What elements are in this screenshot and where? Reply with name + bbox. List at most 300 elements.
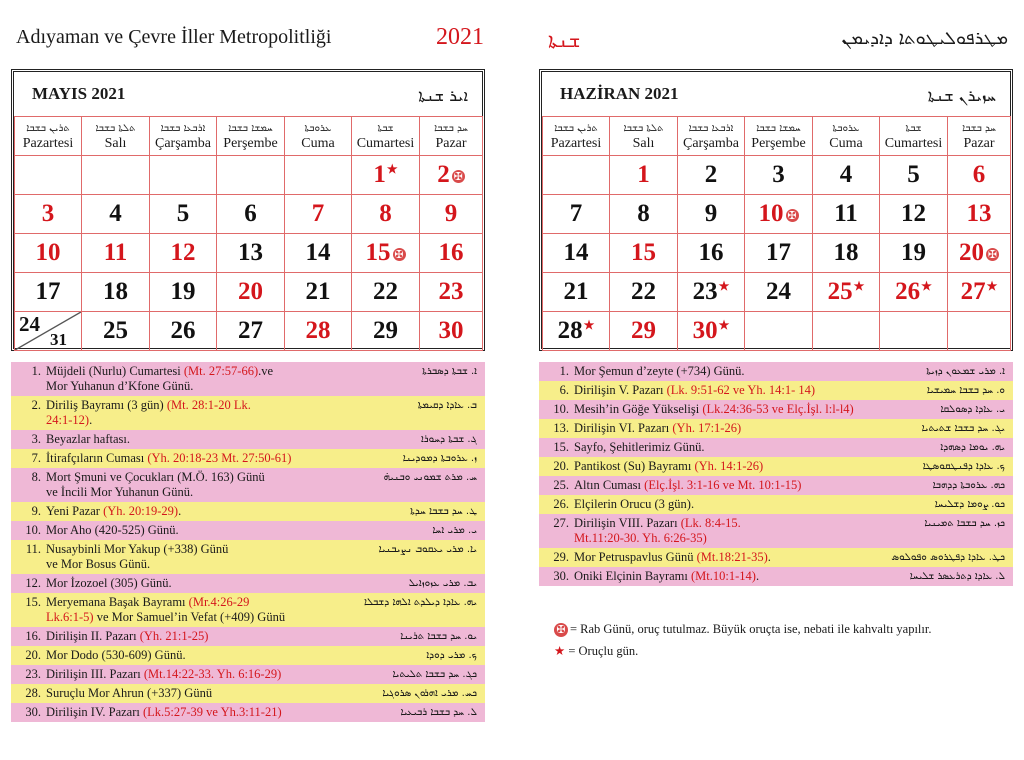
weekday-header (217, 117, 285, 156)
day-cell (678, 312, 745, 351)
weekday-header (82, 117, 150, 156)
day-number: 13 (238, 239, 263, 266)
weekday-syriac: ܬܪܝܢ ܒܫܒܐ (26, 122, 70, 134)
day-number: 25 (827, 278, 853, 305)
weekday-header (15, 117, 82, 156)
legend-star (554, 643, 638, 659)
day-cell (285, 234, 352, 273)
day-cell (813, 234, 880, 273)
day-cell (813, 195, 880, 234)
event-text-segment: Mor Şemun d’zeyte (+734) Günü. (574, 364, 745, 378)
event-day-number: 10. (25, 523, 41, 537)
event-text (46, 451, 291, 466)
day-cell (420, 156, 483, 195)
weekday-header (352, 117, 420, 156)
page-year: 2021 (436, 24, 484, 50)
week-row (543, 156, 1011, 195)
day-number: 20 (238, 278, 263, 305)
june-calendar (539, 69, 1013, 351)
scripture-reference: (Lk. 9:51-62 ve Yh. 14:1- 14) (666, 383, 816, 397)
day-cell (813, 156, 880, 195)
weekday-name: Cumartesi (356, 135, 415, 151)
weekday-name: Pazar (963, 135, 995, 151)
event-day-number: 3. (31, 432, 41, 446)
june-calendar-header (542, 72, 1010, 117)
event-text (574, 421, 741, 436)
event-day-number: 10. (553, 402, 569, 416)
event-text-segment: Mor Dodo (530-609) Günü. (46, 648, 186, 662)
event-row (11, 521, 485, 540)
weekday-name: Perşembe (751, 135, 806, 151)
day-number: 23 (438, 278, 464, 305)
event-text-segment: Yeni Pazar (46, 504, 104, 518)
event-day-number: 9. (31, 504, 41, 518)
event-day-number: 26. (553, 497, 569, 511)
weekday-syriac: ܫܒܬܐ (377, 122, 394, 134)
day-number: 1 (637, 161, 650, 188)
event-text-segment: ve Mor Samuel’in Vefat (+409) Günü (93, 610, 286, 624)
weekday-name: Perşembe (223, 135, 278, 151)
event-row (11, 540, 485, 574)
weekday-name: Çarşamba (683, 135, 739, 151)
day-cell (352, 273, 420, 312)
june-syriac-title: ܚܙܝܪܢ ܫܢܬܐ (927, 86, 996, 105)
day-cell (217, 273, 285, 312)
day-number: 29 (631, 317, 656, 344)
scripture-reference: (Lk.5:27-39 ve Yh.3:11-21) (142, 705, 282, 719)
event-row (539, 457, 1013, 476)
june-month-title: HAZİRAN 2021 (560, 84, 679, 103)
day-cell (745, 195, 813, 234)
event-text (46, 432, 130, 447)
scripture-reference: Mt.11:20-30. Yh. 6:26-35) (574, 531, 707, 545)
day-number: 13 (966, 200, 992, 227)
day-cell (285, 156, 352, 195)
event-row (539, 419, 1013, 438)
event-day-number: 28. (25, 686, 41, 700)
event-day-number: 12. (25, 576, 41, 590)
rab-day-cross-icon: ✠ (394, 247, 404, 261)
day-number: 6 (244, 200, 257, 227)
event-row (11, 502, 485, 521)
day-number: 21 (305, 278, 331, 305)
day-cell (880, 156, 948, 195)
event-text (46, 398, 251, 428)
day-number: 16 (438, 239, 464, 266)
scripture-reference: (Yh. 14:1-26) (694, 459, 764, 473)
event-text-segment: Sayfo, Şehitlerimiz Günü. (574, 440, 705, 454)
day-number: 4 (109, 200, 122, 227)
day-number: 15 (365, 239, 391, 266)
event-row (539, 476, 1013, 495)
event-day-number: 20. (25, 648, 41, 662)
day-number: 14 (563, 239, 589, 266)
day-cell (948, 273, 1011, 312)
may-month-title: MAYIS 2021 (32, 84, 126, 103)
scripture-reference: (Lk. 8:4-15. (680, 516, 741, 530)
day-number: 5 (176, 200, 190, 227)
event-text-segment: Dirilişin V. Pazarı (574, 383, 667, 397)
event-text (46, 364, 273, 394)
day-number: 9 (704, 200, 718, 227)
event-day-number: 15. (25, 595, 41, 609)
weekday-header (150, 117, 217, 156)
event-day-number: 1. (559, 364, 569, 378)
weekday-syriac: ܐܪܒܥܐ ܒܫܒܐ (688, 122, 734, 134)
day-cell (948, 312, 1011, 351)
weekday-syriac: ܚܡܫܐ ܒܫܒܐ (228, 122, 273, 134)
weekday-name: Pazar (435, 135, 467, 151)
day-cell (543, 234, 610, 273)
day-number: 25 (103, 317, 128, 344)
event-row (11, 593, 485, 627)
day-cell (217, 156, 285, 195)
event-text (46, 470, 265, 500)
day-cell (880, 312, 948, 351)
day-cell (82, 273, 150, 312)
event-text-segment: Mor İzozoel (305) Günü. (46, 576, 172, 590)
fasting-star-icon: ★ (853, 278, 865, 293)
event-text-segment: Mesih’in Göğe Yükselişi (574, 402, 703, 416)
weekday-syriac: ܬܠܬܐ ܒܫܒܐ (95, 122, 136, 134)
scripture-reference: (Yh. 21:1-25) (139, 629, 209, 643)
event-row (11, 574, 485, 593)
day-number: 17 (35, 278, 61, 305)
weekday-name: Cuma (301, 135, 335, 151)
day-number: 11 (103, 239, 128, 266)
day-number: 11 (834, 200, 858, 227)
event-syriac-text: ܐ. ܡܪܝ ܫܡܥܘܢ ܕܙܝܬܐ (926, 366, 1005, 377)
event-day-number: 29. (553, 550, 569, 564)
day-number: 29 (373, 317, 398, 344)
scripture-reference: (Mt.14:22-33. Yh. 6:16-29) (143, 667, 282, 681)
event-day-number: 2. (31, 398, 41, 412)
day-cell (217, 195, 285, 234)
day-number: 19 (170, 278, 196, 305)
day-cell (217, 234, 285, 273)
week-row (15, 273, 483, 312)
weekday-name: Cuma (829, 135, 863, 151)
day-cell (217, 312, 285, 351)
weekday-header (880, 117, 948, 156)
event-text (46, 648, 186, 663)
event-syriac-text: ܠ. ܚܕ ܒܫܒܐ ܪܒܝܥܝܐ (400, 707, 477, 718)
event-text-segment: İtirafçıların Cuması (46, 451, 148, 465)
day-cell (948, 234, 1011, 273)
day-number: 17 (766, 239, 791, 266)
event-text (46, 576, 172, 591)
event-text-segment: Mor Yuhanun d’Kfone Günü. (46, 379, 194, 393)
weekday-header (948, 117, 1011, 156)
event-row (11, 430, 485, 449)
event-text-segment: Mor Petruspavlus Günü (574, 550, 697, 564)
event-row (539, 495, 1013, 514)
fasting-star-icon: ★ (921, 278, 932, 293)
day-number: 1 (373, 161, 386, 188)
weekday-syriac: ܚܕ ܒܫܒܐ (962, 122, 996, 134)
day-number: 8 (379, 200, 392, 227)
may-day-grid (14, 116, 483, 351)
legend-rab (554, 622, 931, 637)
may-events-list (11, 362, 485, 722)
event-syriac-text: ܟܛ. ܥܐܕܐ ܕܦܛܪܘܣ ܘܦܘܠܘܣ (891, 552, 1005, 563)
day-cell (745, 273, 813, 312)
day-number: 2 (704, 161, 718, 188)
event-row (11, 665, 485, 684)
day-cell (82, 234, 150, 273)
rab-day-cross-icon: ✠ (987, 247, 998, 261)
event-text (574, 497, 694, 512)
day-cell (543, 312, 610, 351)
event-day-number: 20. (553, 459, 569, 473)
day-cell (610, 195, 678, 234)
event-text (46, 523, 179, 538)
day-cell (745, 156, 813, 195)
day-cell (285, 195, 352, 234)
day-number: 15 (631, 239, 656, 266)
event-text-segment: Dirilişin III. Pazarı (46, 667, 144, 681)
day-number: 24 (766, 278, 791, 305)
event-day-number: 6. (559, 383, 569, 397)
day-cell (610, 156, 678, 195)
syriac-title: ܡܛܪܦܘܠܝܛܘܬܐ ܕܐܕܝܡܢ (841, 28, 1008, 49)
day-number: 10 (35, 239, 61, 266)
event-text-segment: Müjdeli (Nurlu) Cumartesi (46, 364, 184, 378)
day-cell (880, 234, 948, 273)
scripture-reference: (Mt. 27:57-66) (183, 364, 259, 378)
weekday-header (420, 117, 483, 156)
event-day-number: 30. (553, 569, 569, 583)
event-text (574, 402, 854, 417)
scripture-reference: (Yh. 20:18-23 Mt. 27:50-61) (147, 451, 292, 465)
event-text-segment: Oniki Elçinin Bayramı (574, 569, 691, 583)
day-cell (678, 234, 745, 273)
day-cell (150, 156, 217, 195)
day-cell (610, 273, 678, 312)
event-syriac-text: ܟܗ. ܥܪܘܒܬܐ ܕܕܗܒܐ (932, 480, 1005, 491)
day-cell (15, 195, 82, 234)
event-text (574, 459, 763, 474)
day-number: 9 (444, 200, 458, 227)
weekday-syriac: ܥܪܘܒܬܐ (304, 122, 332, 134)
day-number: 22 (631, 278, 656, 305)
event-text (46, 686, 212, 701)
weekday-name: Pazartesi (22, 135, 74, 151)
event-row (11, 703, 485, 722)
may-calendar (11, 69, 485, 351)
day-cell (352, 195, 420, 234)
scripture-reference: 24:1-12) (46, 413, 90, 427)
event-day-number: 30. (25, 705, 41, 719)
event-text (46, 595, 285, 625)
event-text (574, 478, 801, 493)
event-syriac-text: ܟ. ܡܪܝ ܕܘܕܐ (426, 650, 477, 661)
day-number: 26 (170, 317, 196, 344)
day-cell (543, 273, 610, 312)
event-day-number: 13. (553, 421, 569, 435)
fasting-star-icon: ★ (718, 317, 730, 332)
event-day-number: 16. (25, 629, 41, 643)
day-cell (15, 273, 82, 312)
event-syriac-text: ܝܗ. ܥܐܕܐ ܕܝܠܕܬ ܐܠܗܐ ܕܫܒܠܐ (364, 597, 477, 608)
scripture-reference: (Lk.24:36-53 ve Elç.İşl. l:l-l4) (702, 402, 854, 416)
event-text-segment: . (89, 413, 93, 427)
day-cell (678, 195, 745, 234)
scripture-reference: (Mt. 28:1-20 Lk. (166, 398, 251, 412)
day-number: 18 (103, 278, 128, 305)
day-cell (678, 273, 745, 312)
day-cell (880, 273, 948, 312)
day-cell (15, 312, 82, 351)
day-number: 27 (238, 317, 263, 344)
scripture-reference: Lk.6:1-5) (46, 610, 94, 624)
event-syriac-text: ܝܘ. ܚܕ ܒܫܒܐ ܬܪܝܢܐ (400, 631, 477, 642)
day-cell (420, 234, 483, 273)
day-number: 23 (692, 278, 718, 305)
event-text-segment: .ve (258, 364, 274, 378)
day-number: 27 (960, 278, 986, 305)
weekday-name: Salı (632, 135, 655, 151)
event-syriac-text: ܟܘ. ܨܘܡܐ ܕܫܠܝܚܐ (934, 499, 1005, 510)
legend-star-text: = Oruçlu gün. (568, 644, 639, 658)
day-number: 30 (692, 317, 718, 344)
rab-day-cross-icon: ✠ (453, 169, 463, 183)
day-cell (745, 234, 813, 273)
event-row (11, 646, 485, 665)
day-cell (610, 234, 678, 273)
week-row (15, 195, 483, 234)
day-cell (420, 312, 483, 351)
event-day-number: 15. (553, 440, 569, 454)
weekday-header (285, 117, 352, 156)
event-syriac-text: ܘ. ܚܕ ܒܫܒܐ ܚܡܝܫܝܐ (926, 385, 1005, 396)
week-row (15, 156, 483, 195)
day-cell (543, 195, 610, 234)
day-cell (420, 273, 483, 312)
weekday-syriac: ܬܠܬܐ ܒܫܒܐ (623, 122, 664, 134)
event-syriac-text: ܙ. ܥܪܘܒܬܐ ܕܡܘܕܝܢܐ (402, 453, 477, 464)
week-row (543, 195, 1011, 234)
day-cell (150, 234, 217, 273)
day-cell (678, 156, 745, 195)
fasting-star-icon: ★ (583, 317, 595, 332)
event-row (539, 548, 1013, 567)
event-row (11, 396, 485, 430)
day-cell (813, 273, 880, 312)
event-text-segment: Beyazlar haftası. (46, 432, 130, 446)
scripture-reference: (Mr.4:26-29 (188, 595, 250, 609)
day-cell (150, 273, 217, 312)
event-syriac-text: ܟ. ܥܐܕܐ ܕܦܢܛܩܘܣܛܐ (922, 461, 1005, 472)
event-row (11, 362, 485, 396)
day-number: 22 (373, 278, 398, 305)
weekday-header (813, 117, 880, 156)
june-day-grid (542, 116, 1011, 351)
day-cell (15, 156, 82, 195)
day-number: 16 (698, 239, 724, 266)
weekday-syriac: ܚܡܫܐ ܒܫܒܐ (756, 122, 801, 134)
weekday-syriac: ܬܪܝܢ ܒܫܒܐ (554, 122, 598, 134)
day-number: 7 (311, 200, 325, 227)
fasting-star-icon: ★ (554, 644, 566, 658)
event-syriac-text: ܐ. ܫܒܬܐ ܕܣܒܪܬܐ (422, 366, 477, 377)
event-syriac-text: ܝ. ܡܪܝ ܐܚܐ (432, 525, 477, 536)
day-cell (82, 312, 150, 351)
day-cell (82, 156, 150, 195)
weekday-syriac: ܐܪܒܥܐ ܒܫܒܐ (160, 122, 206, 134)
event-row (539, 381, 1013, 400)
june-events-list (539, 362, 1013, 586)
day-cell (813, 312, 880, 351)
day-number: 12 (170, 239, 196, 266)
day-cell (352, 234, 420, 273)
scripture-reference: (Elç.İşl. 3:1-16 ve Mt. 10:1-15) (644, 478, 802, 492)
fasting-star-icon: ★ (386, 161, 398, 176)
day-cell (352, 156, 420, 195)
event-text (574, 569, 759, 584)
event-syriac-text: ܝܐ. ܡܪܝ ܝܥܩܘܒ ܢܨܝܒܢܝܐ (378, 544, 477, 555)
event-syriac-text: ܟܓ. ܚܕ ܒܫܒܐ ܬܠܝܬܝܐ (392, 669, 477, 680)
event-syriac-text: ܝ. ܥܐܕܐ ܕܣܘܠܩܐ (940, 404, 1005, 415)
event-text-segment: . (755, 569, 760, 583)
event-text (574, 550, 771, 565)
week-row (543, 273, 1011, 312)
event-text-segment: Pantikost (Su) Bayramı (574, 459, 695, 473)
event-day-number: 8. (31, 470, 41, 484)
rab-day-cross-icon: ✠ (787, 208, 797, 222)
event-text (46, 542, 228, 572)
event-text (46, 629, 208, 644)
week-row (15, 312, 483, 351)
scripture-reference: (Mt.18:21-35) (696, 550, 768, 564)
may-calendar-header (14, 72, 482, 117)
event-text-segment: Diriliş Bayramı (3 gün) (46, 398, 167, 412)
day-number: 14 (305, 239, 331, 266)
weekday-name: Pazartesi (550, 135, 602, 151)
event-text (574, 383, 815, 398)
day-cell (948, 195, 1011, 234)
day-number: 28 (557, 317, 583, 344)
event-text-segment: Dirilişin II. Pazarı (46, 629, 140, 643)
legend-rab-text: = Rab Günü, oruç tutulmaz. Büyük oruçta ise, nebati ile kahvaltı yapılır. (570, 622, 932, 636)
weekday-syriac: ܚܕ ܒܫܒܐ (434, 122, 468, 134)
event-text-segment: Elçilerin Orucu (3 gün). (574, 497, 695, 511)
day-number: 20 (959, 239, 984, 266)
day-number: 31 (50, 330, 67, 349)
day-number: 2 (437, 161, 450, 188)
day-cell (745, 312, 813, 351)
event-day-number: 1. (31, 364, 41, 378)
event-row (539, 567, 1013, 586)
event-text (574, 516, 741, 546)
weekday-name: Salı (104, 135, 127, 151)
day-number: 3 (772, 161, 785, 188)
event-text-segment: Mort Şmuni ve Çocukları (M.Ö. 163) Günü (46, 470, 265, 484)
event-row (539, 400, 1013, 419)
event-text (46, 667, 281, 682)
day-cell (82, 195, 150, 234)
day-number: 24 (19, 312, 40, 336)
event-text-segment: Dirilişin IV. Pazarı (46, 705, 143, 719)
event-syriac-text: ܛ. ܚܕ ܒܫܒܐ ܚܕܬܐ (410, 506, 477, 517)
event-day-number: 25. (553, 478, 569, 492)
event-text-segment: Dirilişin VI. Pazarı (574, 421, 673, 435)
event-syriac-text: ܝܓ. ܚܕ ܒܫܒܐ ܫܬܝܬܝܐ (921, 423, 1005, 434)
day-number: 21 (563, 278, 589, 305)
weekday-header (610, 117, 678, 156)
week-row (543, 312, 1011, 351)
event-day-number: 11. (25, 542, 41, 556)
